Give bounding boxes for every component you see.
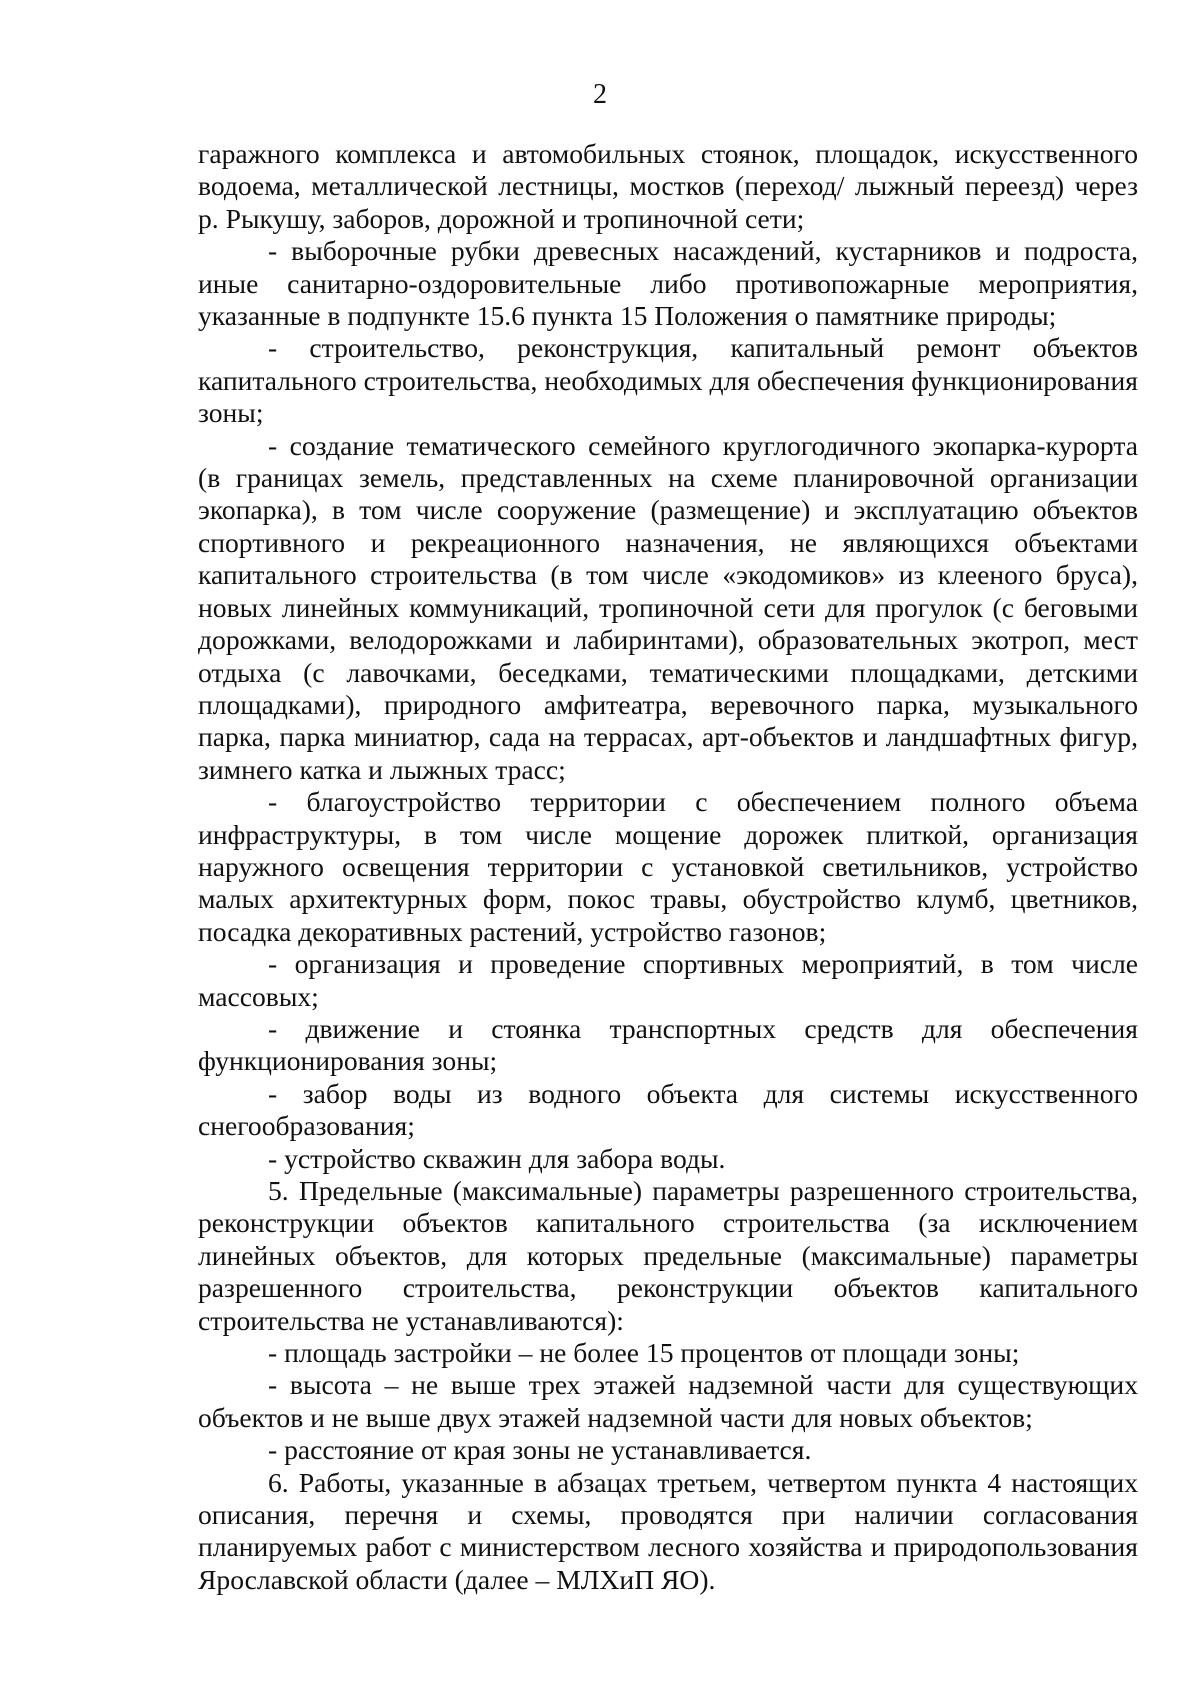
list-item-vehicles: - движение и стоянка транспортных средств для обеспечения функционирования зоны; [198,1012,1138,1077]
document-body [198,138,1138,1596]
list-item-water-intake: - забор воды из водного объекта для системы искусственного снегообразования; [198,1077,1138,1142]
section-5-parameters: 5. Предельные (максимальные) параметры разрешенного строительства, реконструкции объектов капитального строительства (за исключением линейных объектов, для которых предельные (максимальные) параметры разрешенного строительства, реконструкции объектов капитального строительства не устанавливаются): [198,1175,1138,1336]
section-6-works: 6. Работы, указанные в абзацах третьем, четвертом пункта 4 настоящих описания, перечня и схемы, проводятся при наличии согласования планируемых работ с министерством лесного хозяйства и природопользования Ярославской области (далее – МЛХиП ЯО). [198,1466,1138,1595]
paragraph-continuation: гаражного комплекса и автомобильных стоянок, площадок, искусственного водоема, металлической лестницы, мостков (переход/ лыжный переезд) через р. Рыкушу, заборов, дорожной и тропиночной сети; [198,138,1138,234]
list-item-sports-events: - организация и проведение спортивных мероприятий, в том числе массовых; [198,948,1138,1012]
list-item-landscaping: - благоустройство территории с обеспечением полного объема инфраструктуры, в том числе мощение дорожек плиткой, организация наружного освещения территории с установкой светильников, устройство малых архитектурных форм, покос травы, обустройство клумб, цветников, посадка декоративных растений, устройство газонов; [198,786,1138,947]
list-item-height: - высота – не выше трех этажей надземной части для существующих объектов и не выше двух этажей надземной части для новых объектов; [198,1369,1138,1433]
list-item-selective-cutting: - выборочные рубки древесных насаждений, кустарников и подроста, иные санитарно-оздоровительные либо противопожарные мероприятия, указанные в подпункте 15.6 пункта 15 Положения о памятнике природы; [198,235,1138,332]
list-item-distance: - расстояние от края зоны не устанавливается. [268,1434,812,1466]
list-item-building-area: - площадь застройки – не более 15 процентов от площади зоны; [268,1337,1020,1369]
page-number: 2 [593,79,607,110]
list-item-construction: - строительство, реконструкция, капитальный ремонт объектов капитального строительства, необходимых для обеспечения функционирования зоны; [198,332,1138,429]
list-item-ecopark: - создание тематического семейного круглогодичного экопарка-курорта (в границах земель, представленных на схеме планировочной организации экопарка), в том числе сооружение (размещение) и эксплуатацию объектов спортивного и рекреационного назначения, не являющихся объектами капитального строительства (в том числе «экодомиков» из клееного бруса), новых линейных коммуникаций, тропиночной сети для прогулок (с беговыми дорожками, велодорожками и лабиринтами), образовательных экотроп, мест отдыха (с лавочками, беседками, тематическими площадками, детскими площадками), природного амфитеатра, веревочного парка, музыкального парка, парка миниатюр, сада на террасах, арт-объектов и ландшафтных фигур, зимнего катка и лыжных трасс; [198,429,1138,785]
list-item-wells: - устройство скважин для забора воды. [268,1142,726,1174]
